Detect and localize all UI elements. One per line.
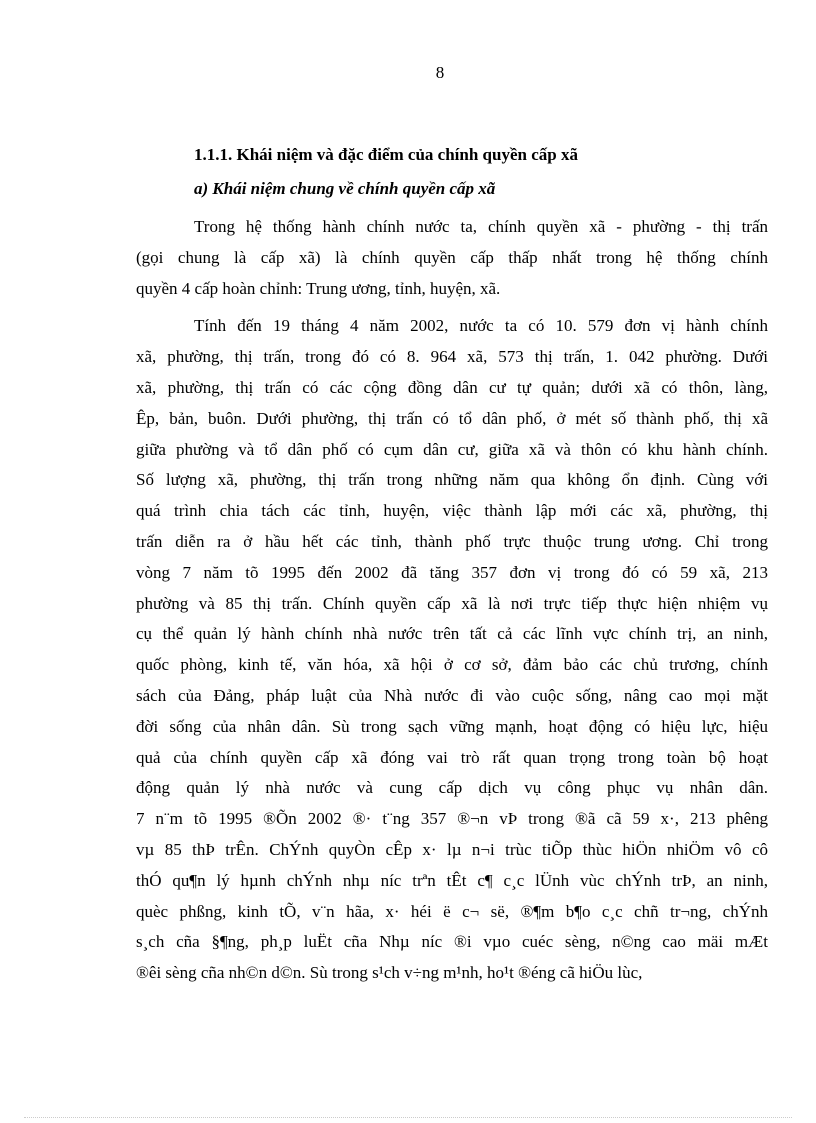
text-line: ®êi sèng cña nh©n d©n. Sù trong s¹ch v÷ng m¹nh, ho¹t ®éng cã hiÖu lùc,	[136, 963, 643, 983]
text-line: trấn diễn ra ở hầu hết các tỉnh, thành phố trực thuộc trung ương. Chỉ trong	[136, 531, 768, 551]
paragraph-1	[136, 212, 768, 304]
text-line: xã, phường, thị trấn có các cộng đồng dân cư tự quản; dưới xã có thôn, làng,	[136, 377, 768, 397]
text-line: Số lượng xã, phường, thị trấn trong những năm qua không ổn định. Cùng với	[136, 470, 768, 490]
text-line: (gọi chung là cấp xã) là chính quyền cấp thấp nhất trong hệ thống chính	[136, 247, 768, 267]
document-body	[136, 140, 768, 996]
text-line: quá trình chia tách các tỉnh, huyện, việc thành lập mới các xã, phường, thị	[136, 501, 768, 521]
page-number: 8	[435, 63, 445, 82]
text-line: Êp, bản, buôn. Dưới phường, thị trấn có tổ dân phố, ở mét số thành phố, thị xã	[136, 408, 768, 428]
text-line: s¸ch cña §¶ng, ph¸p luËt cña Nhµ níc ®i vµo cuéc sèng, n©ng cao mäi mÆt	[136, 932, 768, 952]
text-line: Tính đến 19 tháng 4 năm 2002, nước ta có 10. 579 đơn vị hành chính	[194, 316, 768, 336]
text-line: cụ thể quản lý hành chính nhà nước trên tất cả các lĩnh vực chính trị, an ninh,	[136, 624, 768, 644]
section-heading: 1.1.1. Khái niệm và đặc điểm của chính quyền cấp xã	[194, 145, 578, 164]
text-line: quốc phòng, kinh tế, văn hóa, xã hội ở cơ sở, đảm bảo các chủ trương, chính	[136, 655, 768, 675]
text-line: 7 n¨m tõ 1995 ®Õn 2002 ®· t¨ng 357 ®¬n vÞ trong ®ã cã 59 x·, 213 phêng	[136, 809, 768, 829]
text-line: thÓ qu¶n lý hµnh chÝnh nhµ níc trªn tÊt c¶ c¸c lÜnh vùc chÝnh trÞ, an ninh,	[136, 870, 768, 890]
text-line: xã, phường, thị trấn, trong đó có 8. 964 xã, 573 thị trấn, 1. 042 phường. Dưới	[136, 347, 768, 367]
text-line: quèc phßng, kinh tÕ, v¨n hãa, x· héi ë c¬ së, ®¶m b¶o c¸c chñ tr¬ng, chÝnh	[136, 901, 768, 921]
text-line: vµ 85 thÞ trÊn. ChÝnh quyÒn cÊp x· lµ n¬i trùc tiÕp thùc hiÖn nhiÖm vô cô	[136, 839, 768, 859]
text-line: đời sống của nhân dân. Sù trong sạch vững mạnh, hoạt động có hiệu lực, hiệu	[136, 716, 768, 736]
page-bottom-rule	[24, 1117, 792, 1118]
text-line: phường và 85 thị trấn. Chính quyền cấp xã là nơi trực tiếp thực hiện nhiệm vụ	[136, 593, 768, 613]
text-line: động quản lý nhà nước và cung cấp dịch vụ công phục vụ nhân dân.	[136, 778, 768, 798]
text-line: vòng 7 năm tõ 1995 đến 2002 đã tăng 357 đơn vị trong đó có 59 xã, 213	[136, 562, 768, 582]
text-line: quyền 4 cấp hoàn chỉnh: Trung ương, tỉnh, huyện, xã.	[136, 278, 501, 298]
section-subheading: a) Khái niệm chung về chính quyền cấp xã	[194, 179, 496, 198]
text-line: quả của chính quyền cấp xã đóng vai trò rất quan trọng trong toàn bộ hoạt	[136, 747, 768, 767]
text-line: sách của Đảng, pháp luật của Nhà nước đi vào cuộc sống, nâng cao mọi mặt	[136, 685, 768, 705]
paragraph-2	[136, 311, 768, 989]
text-line: Trong hệ thống hành chính nước ta, chính quyền xã - phường - thị trấn	[194, 217, 768, 236]
text-line: giữa phường và tổ dân phố có cụm dân cư, giữa xã và thôn có khu hành chính.	[136, 439, 768, 459]
